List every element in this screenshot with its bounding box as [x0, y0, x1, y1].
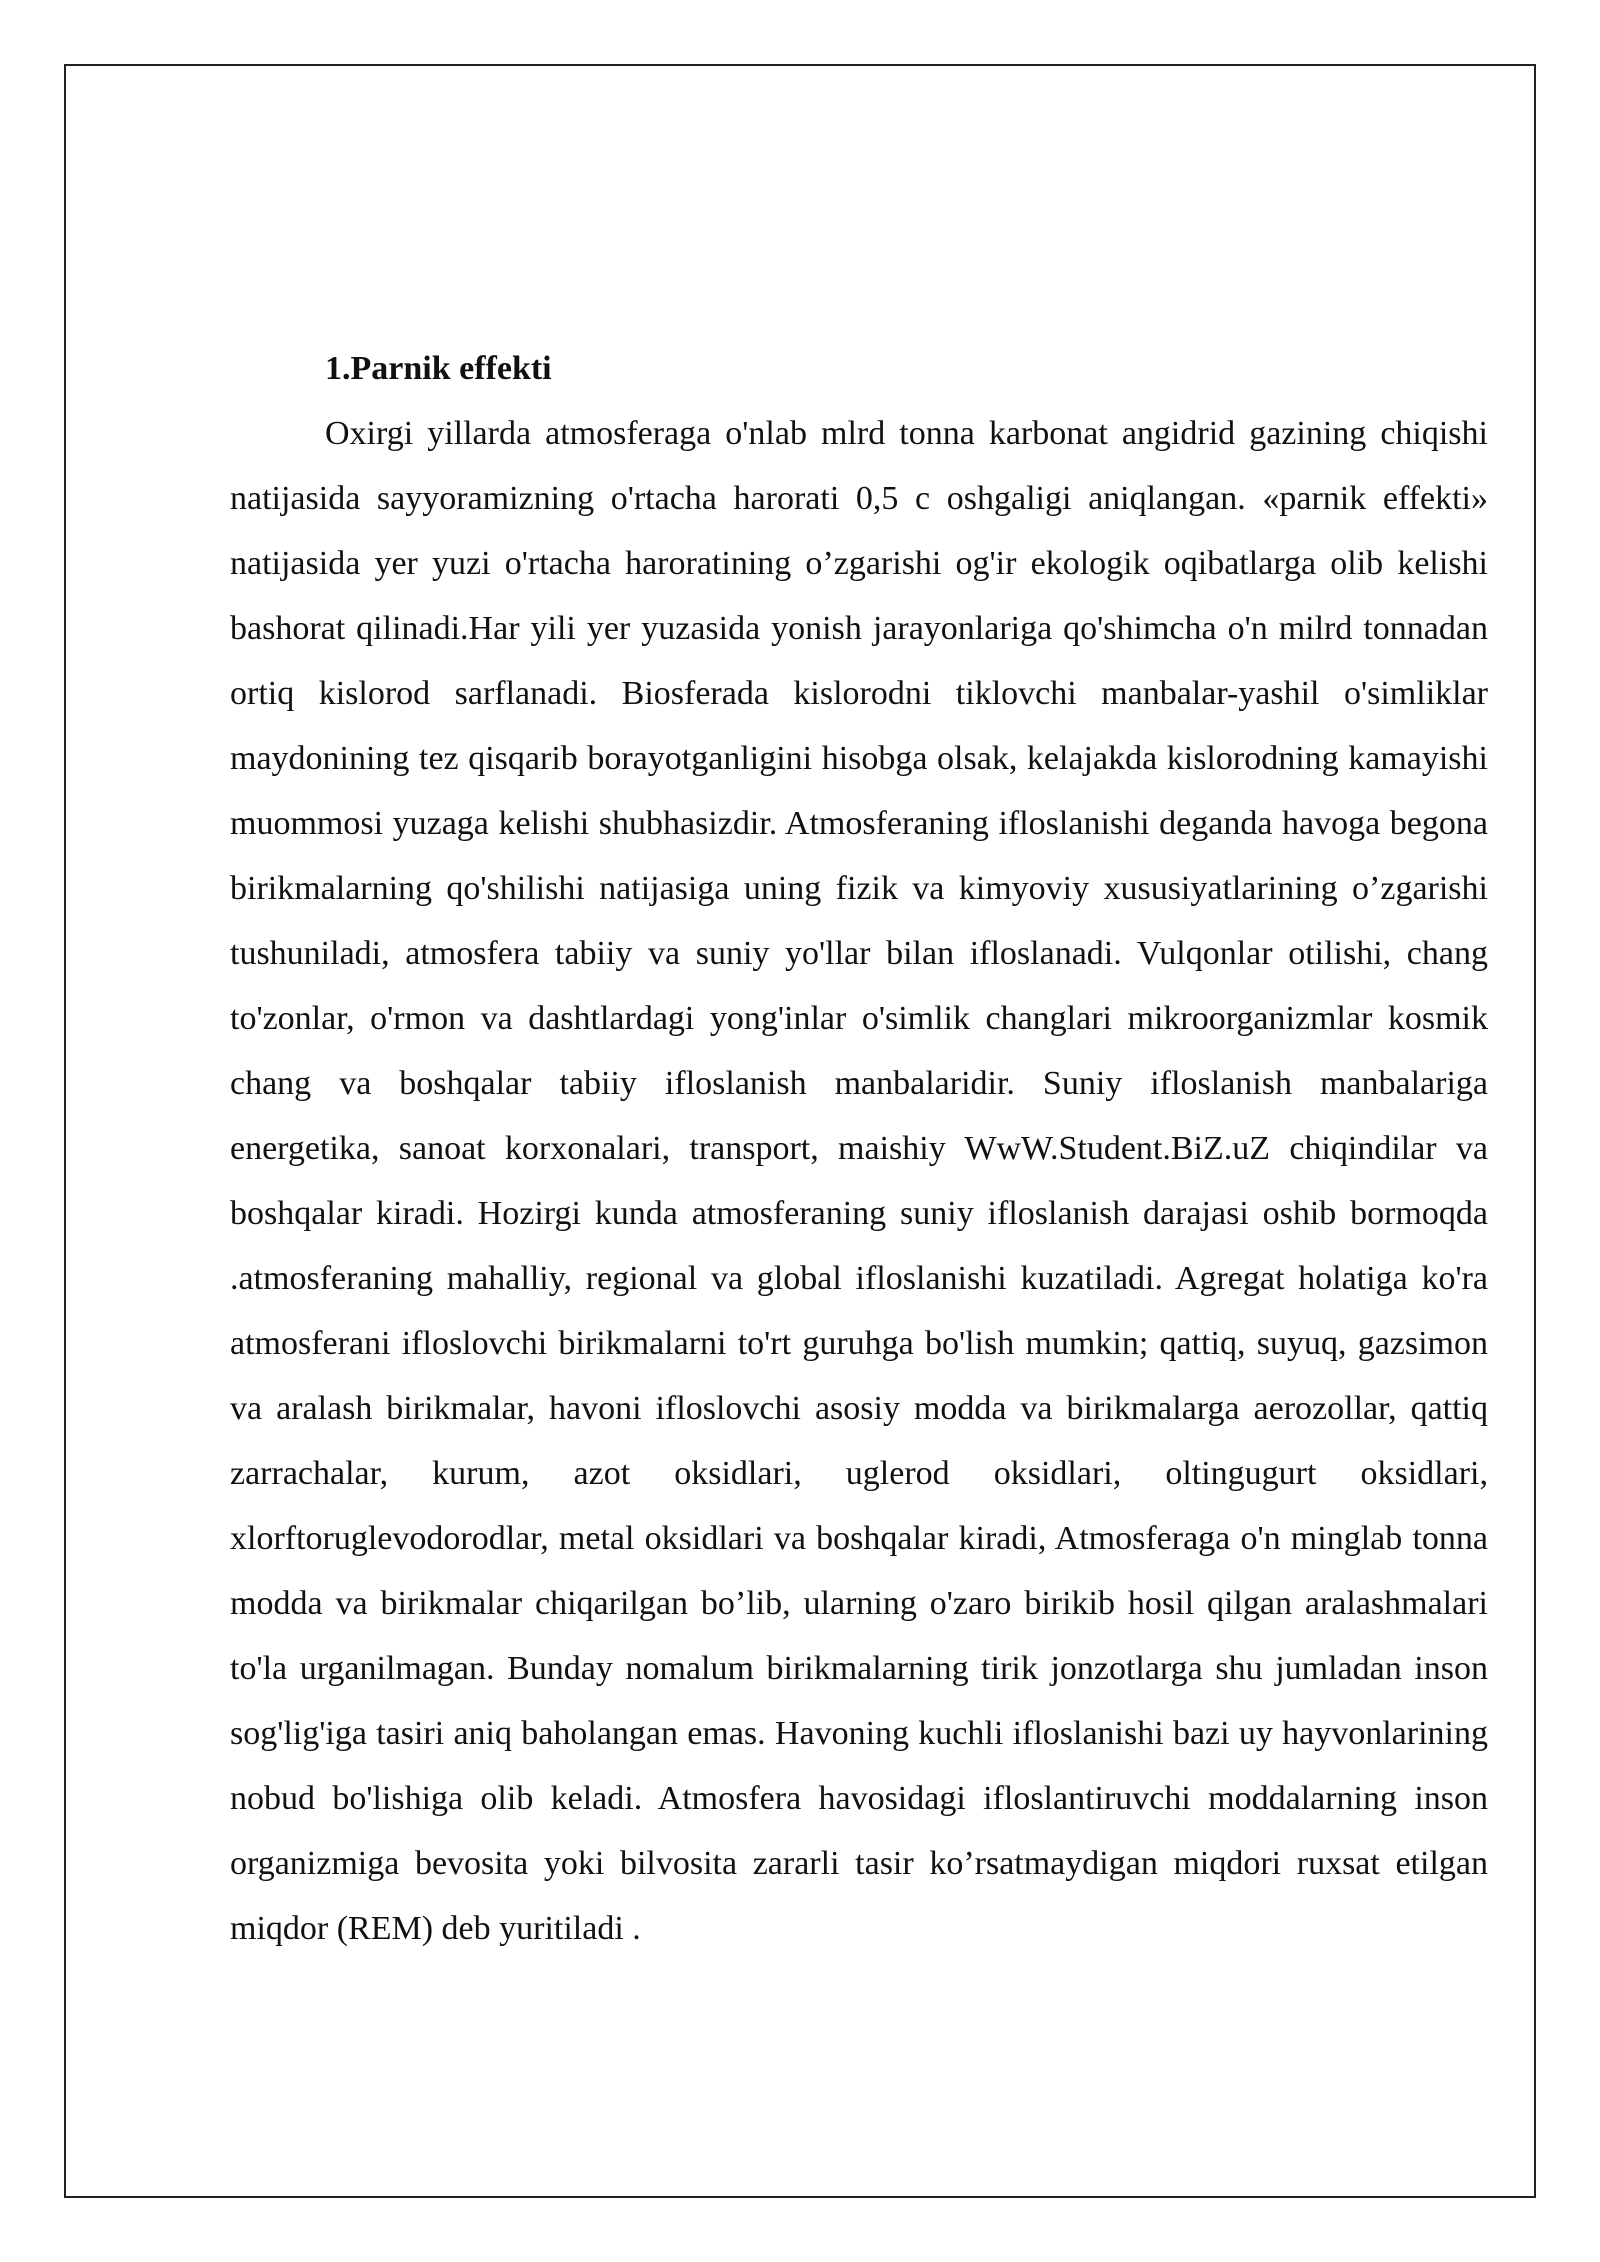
section-heading: 1.Parnik effekti: [325, 350, 552, 387]
document-body: [230, 336, 1488, 1961]
body-paragraph: Oxirgi yillarda atmosferaga o'nlab mlrd tonna karbonat angidrid gazining chiqishi natijasida sayyoramizning o'rtacha harorati 0,5 c oshgaligi aniqlangan. «parnik effekti» natijasida yer yuzi o'rtacha haroratining o’zgarishi og'ir ekologik oqibatlarga olib kelishi bashorat qilinadi.Har yili yer yuzasida yonish jarayonlariga qo'shimcha o'n milrd tonnadan ortiq kislorod sarflanadi. Biosferada kislorodni tiklovchi manbalar-yashil o'simliklar maydonining tez qisqarib borayotganligini hisobga olsak, kelajakda kislorodning kamayishi muommosi yuzaga kelishi shubhasizdir. Atmosferaning ifloslanishi deganda havoga begona birikmalarning qo'shilishi natijasiga uning fizik va kimyoviy xususiyatlarining o’zgarishi tushuniladi, atmosfera tabiiy va suniy yo'llar bilan ifloslanadi. Vulqonlar otilishi, chang to'zonlar, o'rmon va dashtlardagi yong'inlar o'simlik changlari mikroorganizmlar kosmik chang va boshqalar tabiiy ifloslanish manbalaridir. Suniy ifloslanish manbalariga energetika, sanoat korxonalari, transport, maishiy WwW.Student.BiZ.uZ chiqindilar va boshqalar kiradi. Hozirgi kunda atmosferaning suniy ifloslanish darajasi oshib bormoqda .atmosferaning mahalliy, regional va global ifloslanishi kuzatiladi. Agregat holatiga ko'ra atmosferani ifloslovchi birikmalarni to'rt guruhga bo'lish mumkin; qattiq, suyuq, gazsimon va aralash birikmalar, havoni ifloslovchi asosiy modda va birikmalarga aerozollar, qattiq zarrachalar, kurum, azot oksidlari, uglerod oksidlari, oltingugurt oksidlari, xlorftoruglevodorodlar, metal oksidlari va boshqalar kiradi, Atmosferaga o'n minglab tonna modda va birikmalar chiqarilgan bo’lib, ularning o'zaro birikib hosil qilgan aralashmalari to'la urganilmagan. Bunday nomalum birikmalarning tirik jonzotlarga shu jumladan inson sog'lig'iga tasiri aniq baholangan emas. Havoning kuchli ifloslanishi bazi uy hayvonlarining nobud bo'lishiga olib keladi. Atmosfera havosidagi ifloslantiruvchi moddalarning inson organizmiga bevosita yoki bilvosita zararli tasir ko’rsatmaydigan miqdori ruxsat etilgan miqdor (REM) deb yuritiladi .: [230, 415, 1488, 1947]
